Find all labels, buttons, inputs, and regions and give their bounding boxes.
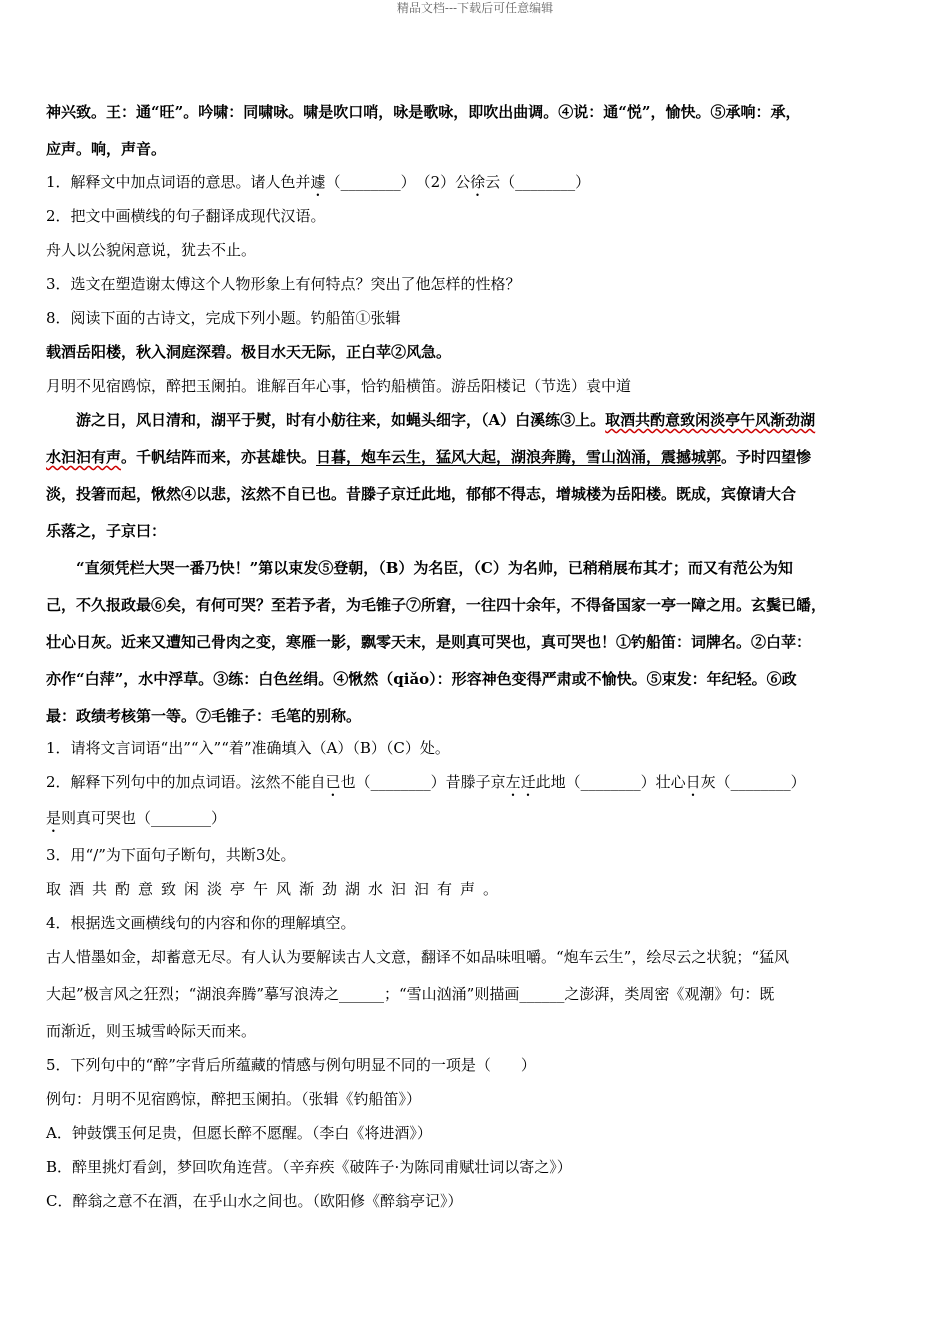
dotted-word: 遽 [310, 173, 326, 191]
question-8-title: 8．阅读下面的古诗文，完成下列小题。钓船笛①张辑 [46, 309, 401, 327]
option-a: A．钟鼓馔玉何足贵，但愿长醉不愿醒。（李白《将进酒》） [46, 1124, 432, 1142]
passage-line: “直须凭栏大哭一番乃快！”第以束发⑤登朝，（B）为名臣，（C）为名帅，已稍稍展布其才；而又有范公为知 [76, 559, 793, 577]
sub-question-3-sentence: 取酒共酌意致闲淡亭午风渐劲湖水汩汩有声。 [46, 880, 507, 898]
passage-line: 淡，投箸而起，愀然④以悲，泫然不自已也。昔滕子京迁此地，郁郁不得志，增城楼为岳阳楼。既成，宾僚请大合 [46, 485, 797, 503]
dotted-word: 日 [685, 773, 701, 791]
poem-line: 月明不见宿鸥惊，醉把玉阑拍。谁解百年心事，恰钓船横笛。游岳阳楼记（节选）袁中道 [46, 377, 632, 395]
dotted-word: 左迁 [505, 773, 536, 791]
dotted-word: 已 [325, 773, 341, 791]
passage-line: 己，不久报政最⑥矣，有何可哭？至若予者，为毛锥子⑦所窘，一往四十余年，不得备国家一亭一障之用。玄鬓已皤， [46, 596, 827, 614]
passage-line: 最：政绩考核第一等。⑦毛锥子：毛笔的别称。 [46, 707, 362, 725]
underlined-sentence: 日暮，炮车云生，猛风大起，湖浪奔腾，雪山汹涌，震撼城郭 [316, 448, 722, 466]
sub-question-1: 1．请将文言词语“出”“入”“着”准确填入（A）（B）（C）处。 [46, 739, 450, 757]
passage-line: 水汩汩有声。千帆结阵而来，亦甚雄快。日暮，炮车云生，猛风大起，湖浪奔腾，雪山汹涌，震撼城郭。予时四望惨 [46, 448, 812, 466]
note-line: 神兴致。王：通“旺”。吟啸：同啸咏。啸是吹口哨，咏是歌咏，即吹出曲调。④说：通“悦”，愉快。⑤承响：承， [46, 103, 801, 121]
option-c: C．醉翁之意不在酒，在乎山水之间也。（欧阳修《醉翁亭记》） [46, 1192, 463, 1210]
passage-line: 乐落之，子京曰： [46, 522, 167, 540]
dotted-word: 是 [46, 809, 62, 827]
passage-line: 游之日，风日清和，湖平于熨，时有小舫往来，如蝇头细字，（A）白溪练③上。取酒共酌意致闲淡亭午风渐劲湖 [76, 411, 816, 429]
sub-question-4-text: 古人惜墨如金，却蓄意无尽。有人认为要解读古人文意，翻译不如品味咀嚼。“炮车云生”，绘尽云之状貌；“猛风 [46, 948, 790, 966]
sub-question-2: 2．解释下列句中的加点词语。泫然不能自已也（________）昔滕子京左迁此地（________）壮心日灰（________） [46, 773, 806, 791]
sub-question-3: 3．用“/”为下面句子断句，共断3处。 [46, 846, 296, 864]
question-3: 3．选文在塑造谢太傅这个人物形象上有何特点？突出了他怎样的性格？ [46, 275, 521, 293]
option-b: B．醉里挑灯看剑，梦回吹角连营。（辛弃疾《破阵子·为陈同甫赋壮词以寄之》） [46, 1158, 572, 1176]
sub-question-2-cont: 是则真可哭也（________） [46, 809, 227, 827]
passage-line: 壮心日灰。近来又遭知己骨肉之变，寒雁一影，飘零天末，是则真可哭也，真可哭也！①钓船笛：词牌名。②白苹： [46, 633, 812, 651]
wavy-underline: 取酒共酌意致闲淡亭午风渐劲湖 [605, 411, 816, 429]
sub-question-4-text: 大起”极言风之狂烈；“湖浪奔腾”摹写浪涛之______；“雪山汹涌”则描画______之澎湃，类周密《观潮》句：既 [46, 985, 775, 1003]
poem-line: 载酒岳阳楼，秋入洞庭深碧。极目水天无际，正白苹②风急。 [46, 343, 452, 361]
question-1: 1．解释文中加点词语的意思。诸人色并遽（________） （2）公徐云（________） [46, 173, 591, 191]
question-2-sentence: 舟人以公貌闲意说，犹去不止。 [46, 241, 257, 259]
example-sentence: 例句：月明不见宿鸥惊，醉把玉阑拍。（张辑《钓船笛》） [46, 1090, 422, 1108]
sub-question-4-text: 而渐近，则玉城雪岭际天而来。 [46, 1022, 257, 1040]
question-2: 2．把文中画横线的句子翻译成现代汉语。 [46, 207, 326, 225]
passage-line: 亦作“白萍”，水中浮草。③练：白色丝绢。④愀然（qiǎo）：形容神色变得严肃或不愉快。⑤束发：年纪轻。⑥政 [46, 670, 797, 688]
note-line: 应声。响，声音。 [46, 140, 167, 158]
dotted-word: 徐 [470, 173, 486, 191]
wavy-underline: 水汩汩有声 [46, 448, 122, 466]
page-header: 精品文档---下载后可任意编辑 [396, 1, 554, 15]
sub-question-4: 4．根据选文画横线句的内容和你的理解填空。 [46, 914, 356, 932]
sub-question-5: 5．下列句中的“醉”字背后所蕴藏的情感与例句明显不同的一项是（ ） [46, 1056, 536, 1074]
